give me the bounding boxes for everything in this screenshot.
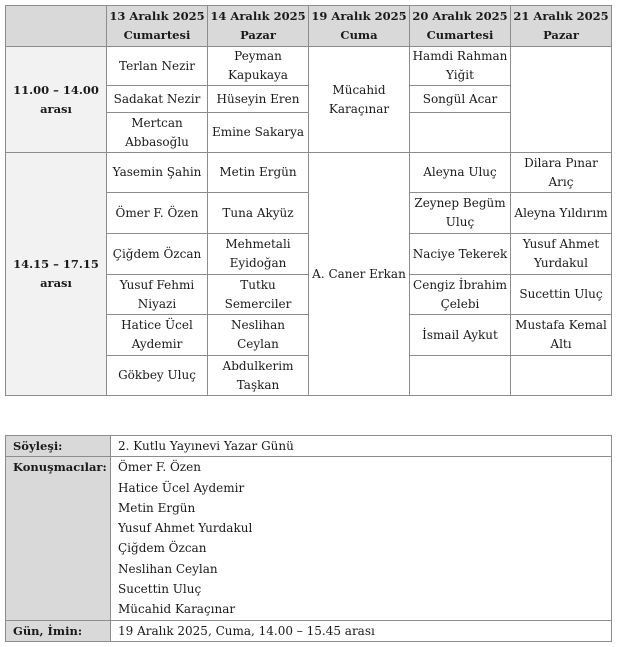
schedule-table <box>5 5 612 396</box>
table-cell: İsmail Aykut <box>410 315 511 356</box>
table-cell: Emine Sakarya <box>208 113 309 153</box>
table-cell: Çiğdem Özcan <box>107 234 208 275</box>
table-cell: Abdulkerim Taşkan <box>208 356 309 396</box>
table-cell: Aleyna Uluç <box>410 153 511 193</box>
table-cell: Terlan Nezir <box>107 47 208 86</box>
speaker-item: Ömer F. Özen <box>118 460 201 475</box>
time-slot-2: 14.15 – 17.15 arası <box>6 153 107 396</box>
speaker-item: Neslihan Ceylan <box>118 561 218 576</box>
table-cell: Tutku Semerciler <box>208 275 309 315</box>
speakers-row <box>6 457 612 620</box>
schedule-header-row <box>6 6 612 47</box>
table-cell: Hamdi Rahman Yiğit <box>410 47 511 86</box>
event-row <box>6 436 612 457</box>
when-label: Gün, İmin: <box>6 620 111 641</box>
speaker-item: Yusuf Ahmet Yurdakul <box>118 521 253 536</box>
event-label: Söyleşi: <box>6 436 111 457</box>
header-day-1: 13 Aralık 2025 Cumartesi <box>107 6 208 47</box>
slot2-day3-cell: A. Caner Erkan <box>309 153 410 396</box>
speaker-item: Çiğdem Özcan <box>118 541 207 556</box>
header-day-5: 21 Aralık 2025 Pazar <box>511 6 612 47</box>
table-cell: Yasemin Şahin <box>107 153 208 193</box>
slot1-row-1 <box>6 47 612 86</box>
slot2-row-1 <box>6 153 612 193</box>
table-cell: Sadakat Nezir <box>107 86 208 113</box>
table-cell: Neslihan Ceylan <box>208 315 309 356</box>
header-corner <box>6 6 107 47</box>
header-day-4: 20 Aralık 2025 Cumartesi <box>410 6 511 47</box>
table-cell: Mertcan Abbasoğlu <box>107 113 208 153</box>
table-cell: Zeynep Begüm Uluç <box>410 193 511 234</box>
when-value: 19 Aralık 2025, Cuma, 14.00 – 15.45 arası <box>111 620 612 641</box>
header-day-2: 14 Aralık 2025 Pazar <box>208 6 309 47</box>
speakers-list <box>111 457 612 620</box>
slot1-day3-cell: Mücahid Karaçınar <box>309 47 410 153</box>
table-cell: Ömer F. Özen <box>107 193 208 234</box>
table-cell: Yusuf Fehmi Niyazi <box>107 275 208 315</box>
table-cell <box>410 113 511 153</box>
table-cell: Songül Acar <box>410 86 511 113</box>
speaker-item: Mücahid Karaçınar <box>118 602 236 617</box>
event-value: 2. Kutlu Yayınevi Yazar Günü <box>111 436 612 457</box>
table-cell <box>511 356 612 396</box>
event-info-table <box>5 435 612 642</box>
speaker-item: Metin Ergün <box>118 500 196 515</box>
table-cell: Hatice Ücel Aydemir <box>107 315 208 356</box>
table-cell <box>410 356 511 396</box>
table-cell: Sucettin Uluç <box>511 275 612 315</box>
time-slot-1: 11.00 – 14.00 arası <box>6 47 107 153</box>
table-cell: Mustafa Kemal Altı <box>511 315 612 356</box>
table-cell: Dilara Pınar Arıç <box>511 153 612 193</box>
table-cell: Tuna Akyüz <box>208 193 309 234</box>
table-cell: Cengiz İbrahim Çelebi <box>410 275 511 315</box>
speakers-label: Konuşmacılar: <box>6 457 111 620</box>
header-day-3: 19 Aralık 2025 Cuma <box>309 6 410 47</box>
table-cell: Mehmetali Eyidoğan <box>208 234 309 275</box>
speaker-item: Hatice Ücel Aydemir <box>118 480 245 495</box>
table-cell: Hüseyin Eren <box>208 86 309 113</box>
table-cell: Gökbey Uluç <box>107 356 208 396</box>
slot1-day5-cell <box>511 47 612 153</box>
table-cell: Metin Ergün <box>208 153 309 193</box>
table-cell: Aleyna Yıldırım <box>511 193 612 234</box>
when-row <box>6 620 612 641</box>
table-cell: Naciye Tekerek <box>410 234 511 275</box>
speaker-item: Sucettin Uluç <box>118 582 202 597</box>
table-cell: Peyman Kapukaya <box>208 47 309 86</box>
table-cell: Yusuf Ahmet Yurdakul <box>511 234 612 275</box>
